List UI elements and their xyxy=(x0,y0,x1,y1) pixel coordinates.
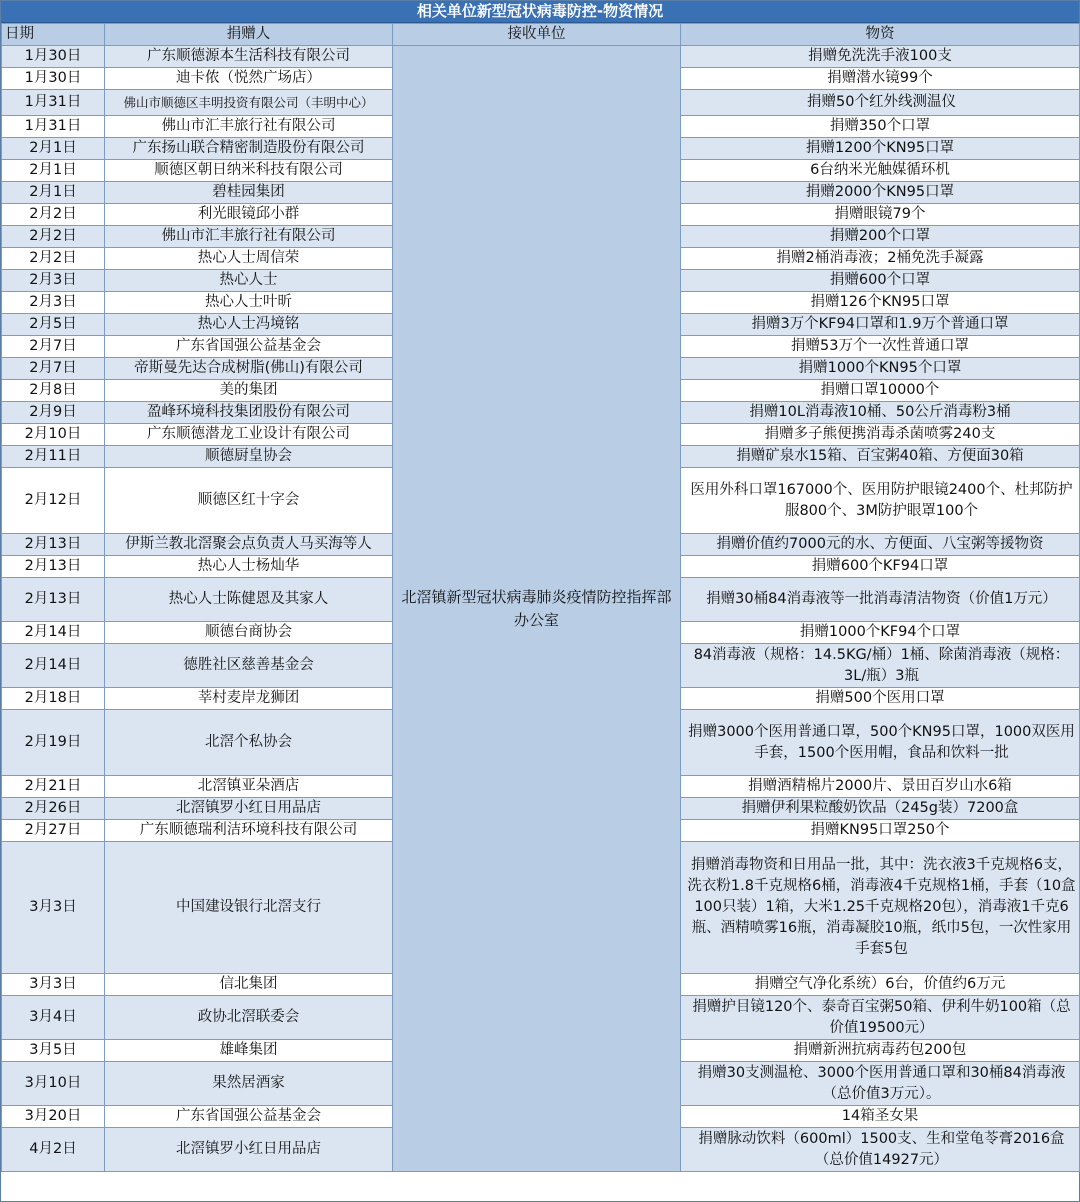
donor-cell[interactable]: 顺德台商协会 xyxy=(105,622,393,644)
date-cell[interactable]: 2月27日 xyxy=(2,820,105,842)
date-cell[interactable]: 2月12日 xyxy=(2,468,105,534)
date-cell[interactable]: 3月10日 xyxy=(2,1062,105,1106)
donor-cell[interactable]: 北滘个私协会 xyxy=(105,710,393,776)
goods-cell[interactable]: 捐赠免洗洗手液100支 xyxy=(681,46,1080,68)
donor-cell[interactable]: 佛山市汇丰旅行社有限公司 xyxy=(105,116,393,138)
date-cell[interactable]: 2月2日 xyxy=(2,204,105,226)
donor-cell[interactable]: 利光眼镜邱小群 xyxy=(105,204,393,226)
goods-cell[interactable]: 捐赠空气净化系统）6台，价值约6万元 xyxy=(681,974,1080,996)
donor-cell[interactable]: 热心人士冯境铭 xyxy=(105,314,393,336)
donor-cell[interactable]: 热心人士杨灿华 xyxy=(105,556,393,578)
donor-cell[interactable]: 碧桂园集团 xyxy=(105,182,393,204)
goods-cell[interactable]: 捐赠50个红外线测温仪 xyxy=(681,90,1080,116)
goods-cell[interactable]: 捐赠600个KF94口罩 xyxy=(681,556,1080,578)
goods-cell[interactable]: 捐赠多子熊便携消毒杀菌喷雾240支 xyxy=(681,424,1080,446)
date-cell[interactable]: 2月1日 xyxy=(2,160,105,182)
date-cell[interactable]: 2月5日 xyxy=(2,314,105,336)
date-cell[interactable]: 1月31日 xyxy=(2,90,105,116)
donor-cell[interactable]: 广东扬山联合精密制造股份有限公司 xyxy=(105,138,393,160)
header-row xyxy=(2,24,1080,46)
goods-cell[interactable]: 捐赠3万个KF94口罩和1.9万个普通口罩 xyxy=(681,314,1080,336)
goods-cell[interactable]: 捐赠1000个KN95个口罩 xyxy=(681,358,1080,380)
date-cell[interactable]: 2月1日 xyxy=(2,138,105,160)
donor-cell[interactable]: 广东顺德瑞利洁环境科技有限公司 xyxy=(105,820,393,842)
donor-cell[interactable]: 顺德厨皇协会 xyxy=(105,446,393,468)
donor-cell[interactable]: 北滘镇罗小红日用品店 xyxy=(105,1128,393,1172)
goods-cell[interactable]: 捐赠1200个KN95口罩 xyxy=(681,138,1080,160)
goods-cell[interactable]: 捐赠500个医用口罩 xyxy=(681,688,1080,710)
date-cell[interactable]: 2月13日 xyxy=(2,556,105,578)
goods-cell[interactable]: 捐赠价值约7000元的水、方便面、八宝粥等援物资 xyxy=(681,534,1080,556)
goods-cell[interactable]: 捐赠酒精棉片2000片、景田百岁山水6箱 xyxy=(681,776,1080,798)
date-cell[interactable]: 2月7日 xyxy=(2,358,105,380)
donor-cell[interactable]: 信北集团 xyxy=(105,974,393,996)
date-cell[interactable]: 2月11日 xyxy=(2,446,105,468)
donor-cell[interactable]: 顺德区红十字会 xyxy=(105,468,393,534)
donor-cell[interactable]: 伊斯兰教北滘聚会点负责人马买海等人 xyxy=(105,534,393,556)
header-donor[interactable]: 捐赠人 xyxy=(105,24,393,46)
donor-cell[interactable]: 佛山市顺德区丰明投资有限公司（丰明中心） xyxy=(105,90,393,116)
date-cell[interactable]: 2月3日 xyxy=(2,292,105,314)
donor-cell[interactable]: 果然居酒家 xyxy=(105,1062,393,1106)
goods-cell[interactable]: 捐赠脉动饮料（600ml）1500支、生和堂龟苓膏2016盒（总价值14927元） xyxy=(681,1128,1080,1172)
date-cell[interactable]: 3月3日 xyxy=(2,974,105,996)
goods-cell[interactable]: 捐赠2桶消毒液；2桶免洗手凝露 xyxy=(681,248,1080,270)
donor-cell[interactable]: 热心人士陈健恩及其家人 xyxy=(105,578,393,622)
header-receiver[interactable]: 接收单位 xyxy=(393,24,681,46)
date-cell[interactable]: 2月2日 xyxy=(2,226,105,248)
donor-cell[interactable]: 帝斯曼先达合成树脂(佛山)有限公司 xyxy=(105,358,393,380)
goods-cell[interactable]: 84消毒液（规格：14.5KG/桶）1桶、除菌消毒液（规格：3L/瓶）3瓶 xyxy=(681,644,1080,688)
header-goods[interactable]: 物资 xyxy=(681,24,1080,46)
goods-cell[interactable]: 捐赠矿泉水15箱、百宝粥40箱、方便面30箱 xyxy=(681,446,1080,468)
date-cell[interactable]: 2月13日 xyxy=(2,534,105,556)
goods-cell[interactable]: 捐赠口罩10000个 xyxy=(681,380,1080,402)
donor-cell[interactable]: 广东顺德源本生活科技有限公司 xyxy=(105,46,393,68)
donor-cell[interactable]: 迪卡侬（悦然广场店） xyxy=(105,68,393,90)
date-cell[interactable]: 2月9日 xyxy=(2,402,105,424)
date-cell[interactable]: 2月8日 xyxy=(2,380,105,402)
goods-cell[interactable]: 捐赠护目镜120个、泰奇百宝粥50箱、伊利牛奶100箱（总价值19500元） xyxy=(681,996,1080,1040)
date-cell[interactable]: 2月18日 xyxy=(2,688,105,710)
date-cell[interactable]: 1月30日 xyxy=(2,46,105,68)
goods-cell[interactable]: 捐赠10L消毒液10桶、50公斤消毒粉3桶 xyxy=(681,402,1080,424)
sheet-title: 相关单位新型冠状病毒防控-物资情况 xyxy=(1,1,1079,23)
donor-cell[interactable]: 北滘镇亚朵酒店 xyxy=(105,776,393,798)
donor-cell[interactable]: 佛山市汇丰旅行社有限公司 xyxy=(105,226,393,248)
donor-cell[interactable]: 热心人士周信荣 xyxy=(105,248,393,270)
goods-cell[interactable]: 捐赠350个口罩 xyxy=(681,116,1080,138)
donor-cell[interactable]: 中国建设银行北滘支行 xyxy=(105,842,393,974)
donor-cell[interactable]: 热心人士 xyxy=(105,270,393,292)
date-cell[interactable]: 2月10日 xyxy=(2,424,105,446)
date-cell[interactable]: 3月4日 xyxy=(2,996,105,1040)
goods-cell[interactable]: 捐赠200个口罩 xyxy=(681,226,1080,248)
goods-cell[interactable]: 捐赠新洲抗病毒药包200包 xyxy=(681,1040,1080,1062)
goods-cell[interactable]: 捐赠30桶84消毒液等一批消毒清洁物资（价值1万元） xyxy=(681,578,1080,622)
goods-cell[interactable]: 捐赠消毒物资和日用品一批，其中：洗衣液3千克规格6支，洗衣粉1.8千克规格6桶，消毒液4千克规格1桶，手套（10盒100只装）1箱，大米1.25千克规格20包），消毒液1千克6瓶、酒精喷雾16瓶，消毒凝胶10瓶，纸巾5包，一次性家用手套5包 xyxy=(681,842,1080,974)
donor-cell[interactable]: 广东顺德潜龙工业设计有限公司 xyxy=(105,424,393,446)
goods-cell[interactable]: 捐赠1000个KF94个口罩 xyxy=(681,622,1080,644)
goods-cell[interactable]: 捐赠30支测温枪、3000个医用普通口罩和30桶84消毒液（总价值3万元）。 xyxy=(681,1062,1080,1106)
goods-cell[interactable]: 捐赠600个口罩 xyxy=(681,270,1080,292)
goods-cell[interactable]: 医用外科口罩167000个、医用防护眼镜2400个、杜邦防护服800个、3M防护眼罩100个 xyxy=(681,468,1080,534)
donor-cell[interactable]: 广东省国强公益基金会 xyxy=(105,1106,393,1128)
goods-cell[interactable]: 捐赠2000个KN95口罩 xyxy=(681,182,1080,204)
donor-cell[interactable]: 政协北滘联委会 xyxy=(105,996,393,1040)
date-cell[interactable]: 2月13日 xyxy=(2,578,105,622)
donor-cell[interactable]: 莘村麦岸龙狮团 xyxy=(105,688,393,710)
donor-cell[interactable]: 热心人士叶昕 xyxy=(105,292,393,314)
header-date[interactable]: 日期 xyxy=(2,24,105,46)
date-cell[interactable]: 4月2日 xyxy=(2,1128,105,1172)
donor-cell[interactable]: 美的集团 xyxy=(105,380,393,402)
date-cell[interactable]: 1月30日 xyxy=(2,68,105,90)
date-cell[interactable]: 2月2日 xyxy=(2,248,105,270)
goods-cell[interactable]: 捐赠53万个一次性普通口罩 xyxy=(681,336,1080,358)
goods-cell[interactable]: 捐赠眼镜79个 xyxy=(681,204,1080,226)
date-cell[interactable]: 3月20日 xyxy=(2,1106,105,1128)
donor-cell[interactable]: 北滘镇罗小红日用品店 xyxy=(105,798,393,820)
goods-cell[interactable]: 14箱圣女果 xyxy=(681,1106,1080,1128)
donor-cell[interactable]: 广东省国强公益基金会 xyxy=(105,336,393,358)
date-cell[interactable]: 2月21日 xyxy=(2,776,105,798)
date-cell[interactable]: 2月3日 xyxy=(2,270,105,292)
donation-table xyxy=(1,23,1080,1172)
date-cell[interactable]: 2月1日 xyxy=(2,182,105,204)
date-cell[interactable]: 3月3日 xyxy=(2,842,105,974)
donor-cell[interactable]: 雄峰集团 xyxy=(105,1040,393,1062)
goods-cell[interactable]: 捐赠3000个医用普通口罩，500个KN95口罩，1000双医用手套，1500个医用帽，食品和饮料一批 xyxy=(681,710,1080,776)
date-cell[interactable]: 2月14日 xyxy=(2,622,105,644)
date-cell[interactable]: 2月7日 xyxy=(2,336,105,358)
goods-cell[interactable]: 捐赠126个KN95口罩 xyxy=(681,292,1080,314)
date-cell[interactable]: 2月19日 xyxy=(2,710,105,776)
goods-cell[interactable]: 捐赠伊利果粒酸奶饮品（245g装）7200盒 xyxy=(681,798,1080,820)
date-cell[interactable]: 3月5日 xyxy=(2,1040,105,1062)
donor-cell[interactable]: 盈峰环境科技集团股份有限公司 xyxy=(105,402,393,424)
donor-cell[interactable]: 德胜社区慈善基金会 xyxy=(105,644,393,688)
receiver-cell[interactable]: 北滘镇新型冠状病毒肺炎疫情防控指挥部办公室 xyxy=(393,46,681,1172)
goods-cell[interactable]: 捐赠KN95口罩250个 xyxy=(681,820,1080,842)
date-cell[interactable]: 2月26日 xyxy=(2,798,105,820)
date-cell[interactable]: 1月31日 xyxy=(2,116,105,138)
goods-cell[interactable]: 6台纳米光触媒循环机 xyxy=(681,160,1080,182)
donor-cell[interactable]: 顺德区朝日纳米科技有限公司 xyxy=(105,160,393,182)
date-cell[interactable]: 2月14日 xyxy=(2,644,105,688)
goods-cell[interactable]: 捐赠潜水镜99个 xyxy=(681,68,1080,90)
table-row xyxy=(2,46,1080,68)
